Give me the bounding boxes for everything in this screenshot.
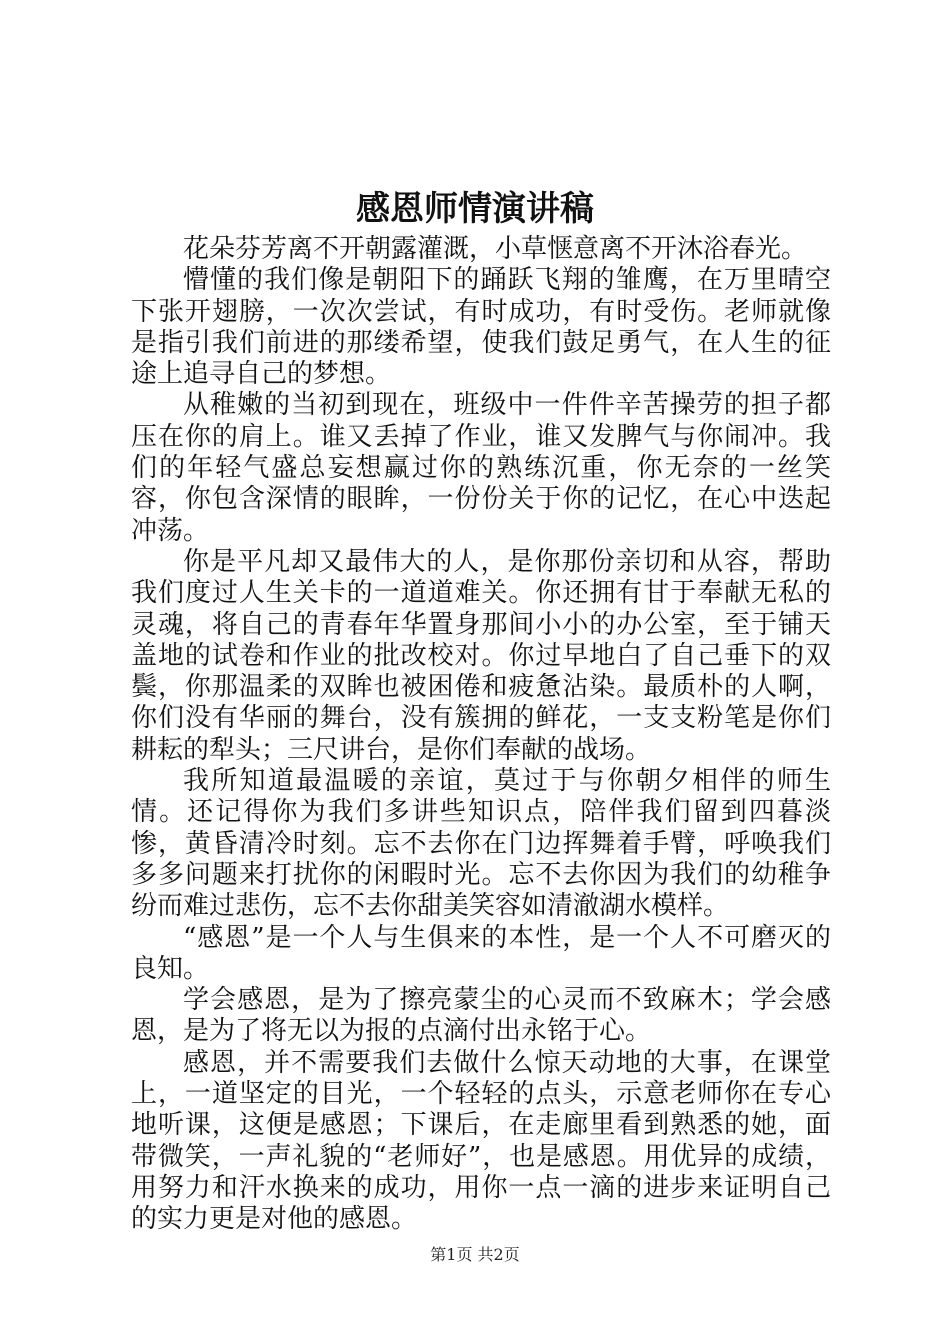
document-body bbox=[131, 234, 831, 1236]
paragraph: 从稚嫩的当初到现在，班级中一件件辛苦操劳的担子都压在你的肩上。谁又丢掉了作业，谁又发脾气与你闹冲。我们的年轻气盛总妄想赢过你的熟练沉重，你无奈的一丝笑容，你包含深情的眼眸，一份份关于你的记忆，在心中迭起冲荡。 bbox=[131, 390, 831, 546]
paragraph: 花朵芬芳离不开朝露灌溉，小草惬意离不开沐浴春光。 bbox=[183, 234, 808, 264]
paragraph: 你是平凡却又最伟大的人，是你那份亲切和从容，帮助我们度过人生关卡的一道道难关。你还拥有甘于奉献无私的灵魂，将自己的青春年华置身那间小小的办公室，至于铺天盖地的试卷和作业的批改校对。你过早地白了自己垂下的双鬓，你那温柔的双眸也被困倦和疲惫沾染。最质朴的人啊，你们没有华丽的舞台，没有簇拥的鲜花，一支支粉笔是你们耕耘的犁头；三尺讲台，是你们奉献的战场。 bbox=[131, 546, 831, 765]
paragraph: 感恩，并不需要我们去做什么惊天动地的大事，在课堂上，一道坚定的目光，一个轻轻的点头，示意老师你在专心地听课，这便是感恩；下课后，在走廊里看到熟悉的她，面带微笑，一声礼貌的“老师好”，也是感恩。用优异的成绩，用努力和汗水换来的成功，用你一点一滴的进步来证明自己的实力更是对他的感恩。 bbox=[131, 1047, 831, 1235]
paragraph: 我所知道最温暖的亲谊，莫过于与你朝夕相伴的师生情。还记得你为我们多讲些知识点，陪伴我们留到四暮淡惨，黄昏清冷时刻。忘不去你在门边挥舞着手臂，呼唤我们多多问题来打扰你的闲暇时光。忘不去你因为我们的幼稚争纷而难过悲伤，忘不去你甜美笑容如清澈湖水模样。 bbox=[131, 766, 831, 922]
page-footer: 第1页 共2页 bbox=[430, 1245, 520, 1264]
document-title: 感恩师情演讲稿 bbox=[356, 189, 594, 229]
paragraph: “感恩”是一个人与生俱来的本性，是一个人不可磨灭的良知。 bbox=[131, 922, 831, 984]
paragraph: 学会感恩，是为了擦亮蒙尘的心灵而不致麻木；学会感恩，是为了将无以为报的点滴付出永铭于心。 bbox=[131, 985, 831, 1047]
paragraph: 懵懂的我们像是朝阳下的踊跃飞翔的雏鹰，在万里晴空下张开翅膀，一次次尝试，有时成功，有时受伤。老师就像是指引我们前进的那缕希望，使我们鼓足勇气，在人生的征途上追寻自己的梦想。 bbox=[131, 265, 831, 390]
